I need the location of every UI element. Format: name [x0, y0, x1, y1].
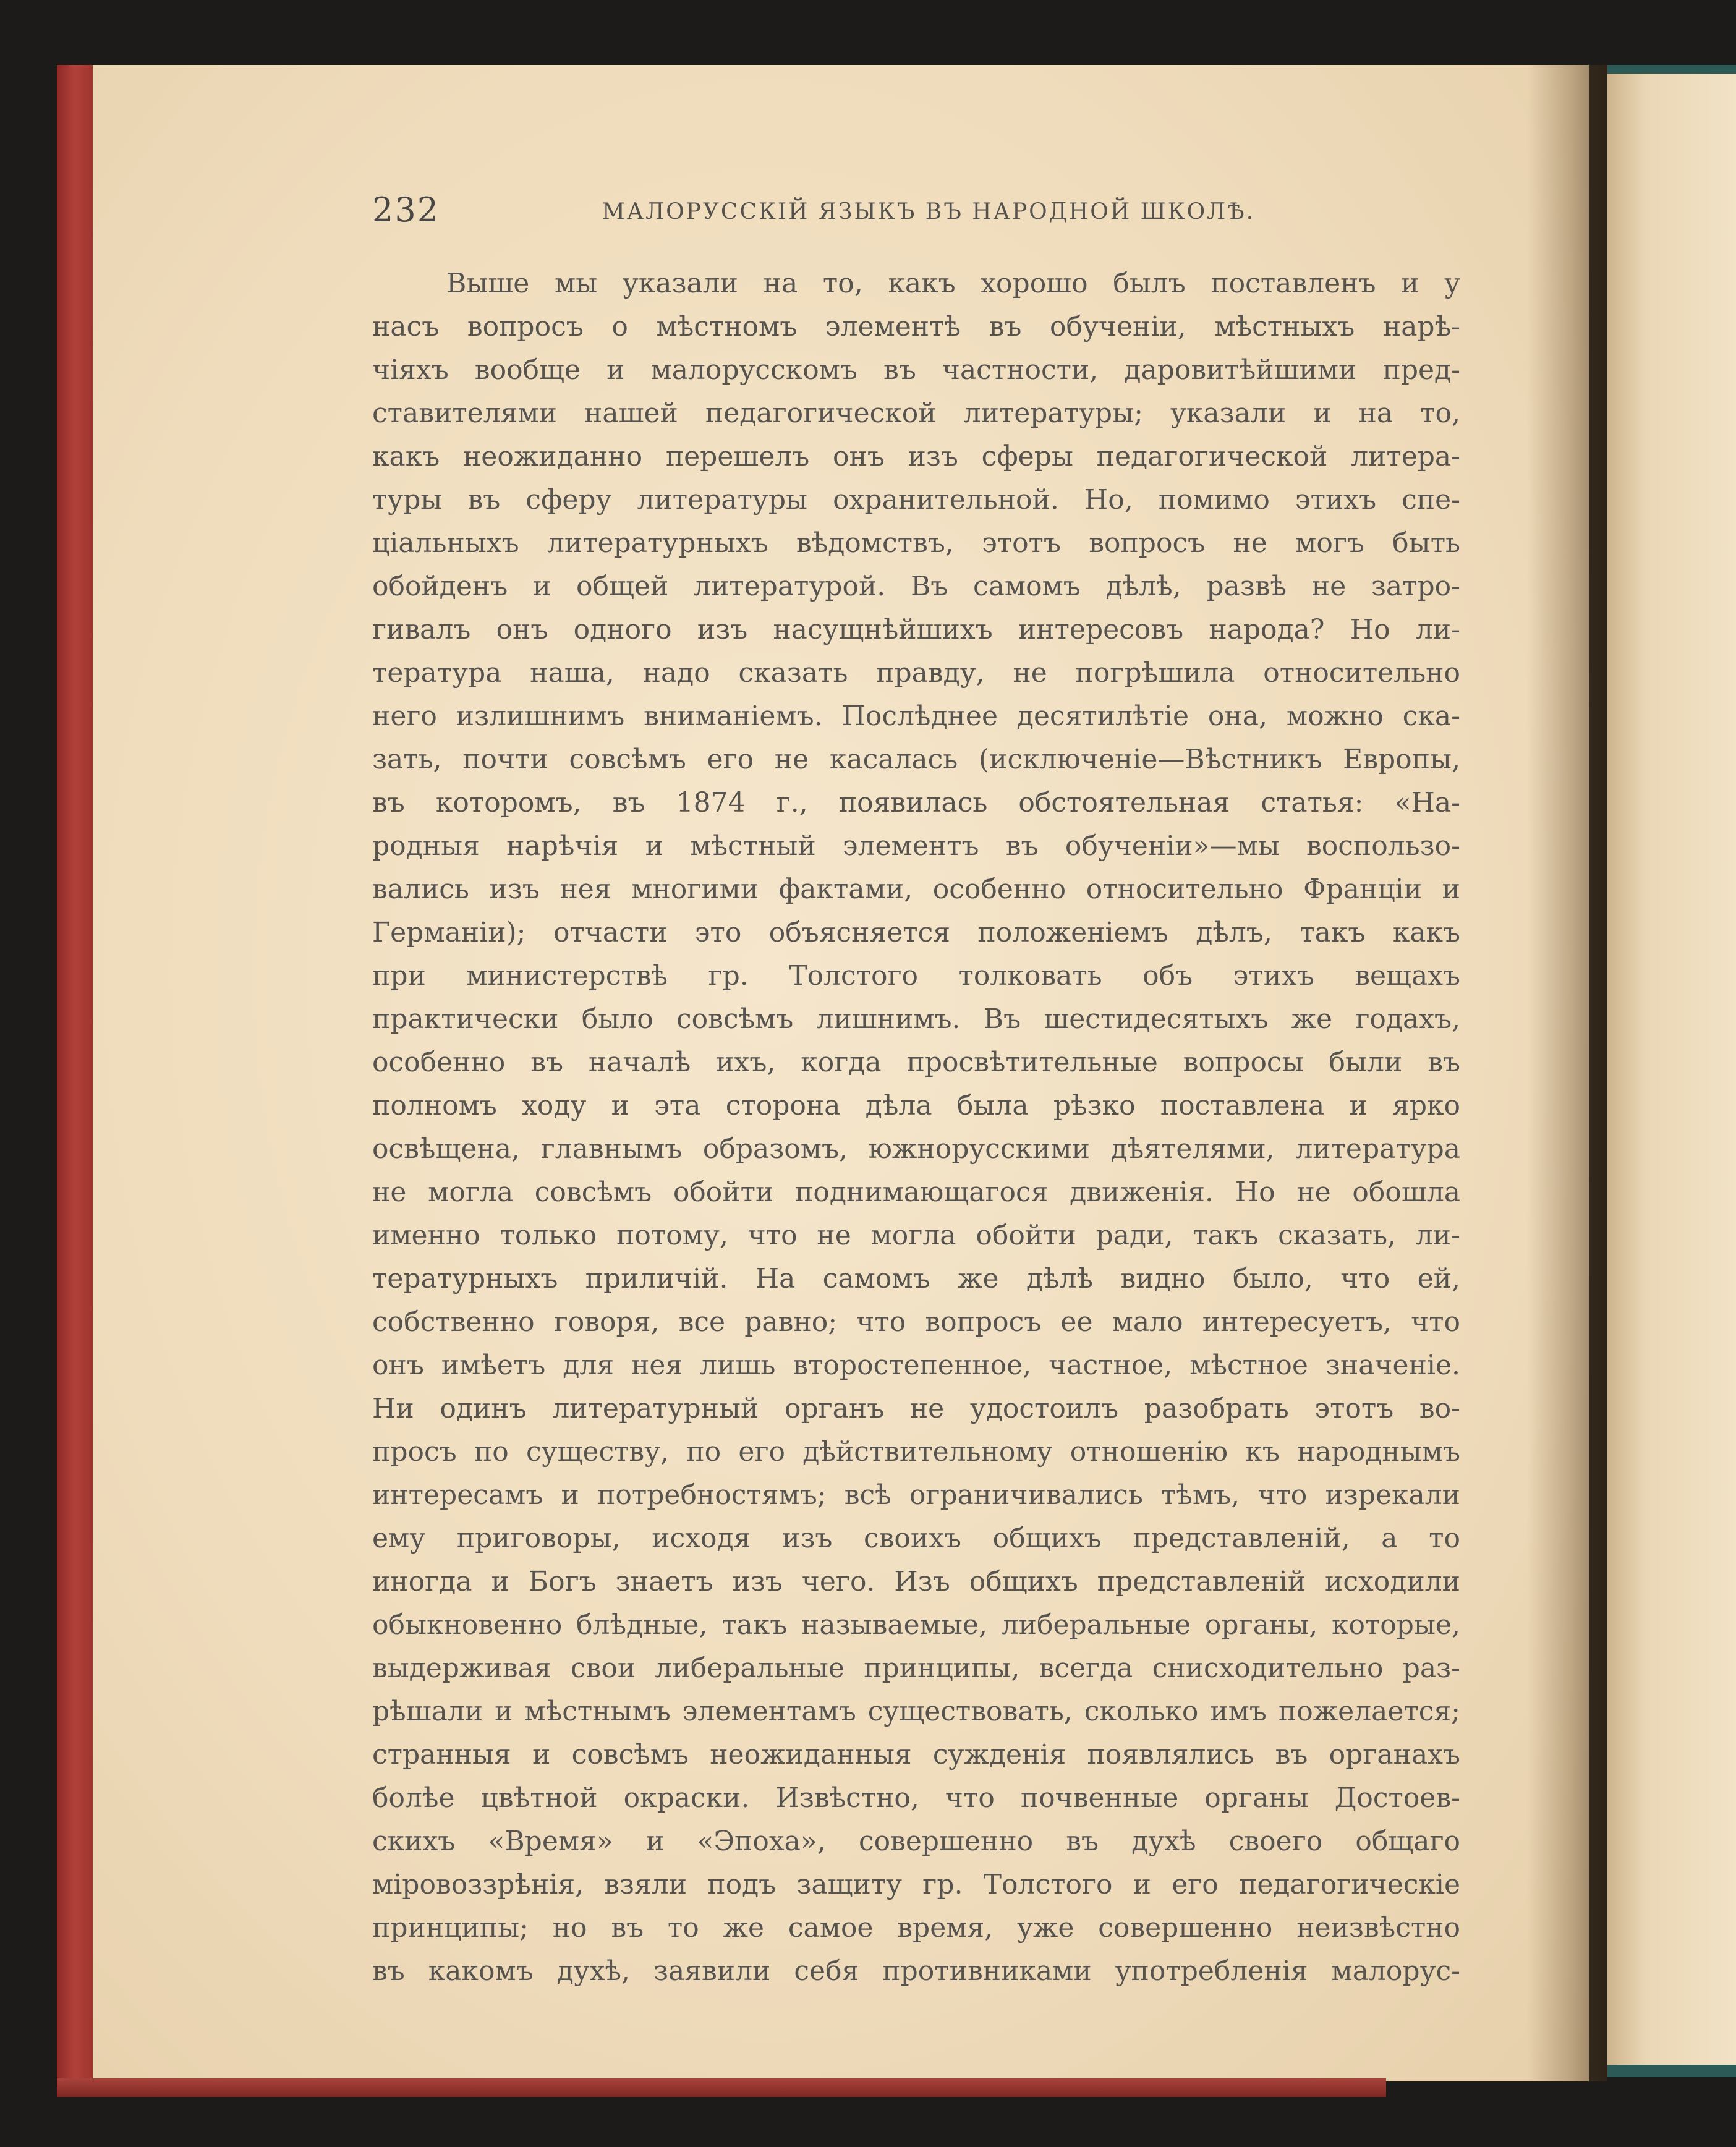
- text-line: обойденъ и общей литературой. Въ самомъ дѣлѣ, развѣ не затро-: [372, 571, 1460, 602]
- text-line: тературныхъ приличій. На самомъ же дѣлѣ видно было, что ей,: [372, 1263, 1460, 1295]
- text-line: обыкновенно блѣдные, такъ называемые, либеральные органы, которые,: [372, 1609, 1460, 1641]
- text-line: въ которомъ, въ 1874 г., появилась обстоятельная статья: «На-: [372, 787, 1460, 818]
- text-line: міровоззрѣнія, взяли подъ защиту гр. Толстого и его педагогическіе: [372, 1869, 1460, 1900]
- text-line: Германіи); отчасти это объясняется положеніемъ дѣлъ, такъ какъ: [372, 917, 1460, 948]
- page-gutter-shadow: [1527, 65, 1607, 2081]
- text-line: при министерствѣ гр. Толстого толковать объ этихъ вещахъ: [372, 960, 1460, 992]
- body-text: [372, 262, 1460, 1993]
- book-cover-bottom-edge: [57, 2078, 1386, 2097]
- text-line: выдерживая свои либеральные принципы, всегда снисходительно раз-: [372, 1652, 1460, 1684]
- text-line: скихъ «Время» и «Эпоха», совершенно въ духѣ своего общаго: [372, 1826, 1460, 1857]
- text-line: ему приговоры, исходя изъ своихъ общихъ представленій, а то: [372, 1523, 1460, 1554]
- book-cover-edge: [57, 65, 96, 2096]
- text-line: Ни одинъ литературный органъ не удостоилъ разобрать этотъ во-: [372, 1393, 1460, 1424]
- text-line: именно только потому, что не могла обойти ради, такъ сказать, ли-: [372, 1220, 1460, 1251]
- text-line: гивалъ онъ одного изъ насущнѣйшихъ интересовъ народа? Но ли-: [372, 614, 1460, 645]
- text-line: чіяхъ вообще и малорусскомъ въ частности, даровитѣйшими пред-: [372, 354, 1460, 386]
- text-line: вались изъ нея многими фактами, особенно относительно Франціи и: [372, 874, 1460, 905]
- running-head: [372, 190, 1460, 227]
- text-line: практически было совсѣмъ лишнимъ. Въ шестидесятыхъ же годахъ,: [372, 1003, 1460, 1035]
- text-line: принципы; но въ то же самое время, уже совершенно неизвѣстно: [372, 1912, 1460, 1944]
- text-line: ціальныхъ литературныхъ вѣдомствъ, этотъ вопросъ не могъ быть: [372, 527, 1460, 559]
- text-line: болѣе цвѣтной окраски. Извѣстно, что почвенные органы Достоев-: [372, 1782, 1460, 1814]
- text-line: особенно въ началѣ ихъ, когда просвѣтительные вопросы были въ: [372, 1047, 1460, 1078]
- text-line: Выше мы указали на то, какъ хорошо былъ поставленъ и у: [446, 268, 1460, 299]
- text-line: не могла совсѣмъ обойти поднимающагося движенія. Но не обошла: [372, 1176, 1460, 1208]
- text-line: полномъ ходу и эта сторона дѣла была рѣзко поставлена и ярко: [372, 1090, 1460, 1121]
- facing-page-cover-top: [1607, 65, 1736, 74]
- text-line: иногда и Богъ знаетъ изъ чего. Изъ общихъ представленій исходили: [372, 1566, 1460, 1597]
- text-line: въ какомъ духѣ, заявили себя противниками употребленія малорус-: [372, 1955, 1460, 1987]
- running-title: МАЛОРУССКІЙ ЯЗЫКЪ ВЪ НАРОДНОЙ ШКОЛѢ.: [602, 199, 1256, 224]
- text-line: ставителями нашей педагогической литературы; указали и на то,: [372, 398, 1460, 429]
- text-line: туры въ сферу литературы охранительной. Но, помимо этихъ спе-: [372, 484, 1460, 516]
- text-line: странныя и совсѣмъ неожиданныя сужденія появлялись въ органахъ: [372, 1739, 1460, 1771]
- text-line: зать, почти совсѣмъ его не касалась (исключеніе—Вѣстникъ Европы,: [372, 744, 1460, 775]
- facing-page-edge: [1607, 73, 1736, 2076]
- text-line: тература наша, надо сказать правду, не погрѣшила относительно: [372, 657, 1460, 689]
- text-line: освѣщена, главнымъ образомъ, южнорусскими дѣятелями, литература: [372, 1133, 1460, 1165]
- facing-page-cover-bottom: [1607, 2065, 1736, 2077]
- text-line: интересамъ и потребностямъ; всѣ ограничивались тѣмъ, что изрекали: [372, 1479, 1460, 1511]
- text-line: насъ вопросъ о мѣстномъ элементѣ въ обученіи, мѣстныхъ нарѣ-: [372, 311, 1460, 342]
- text-line: собственно говоря, все равно; что вопросъ ее мало интересуетъ, что: [372, 1306, 1460, 1338]
- text-line: него излишнимъ вниманіемъ. Послѣднее десятилѣтіе она, можно ска-: [372, 700, 1460, 732]
- text-line: онъ имѣетъ для нея лишь второстепенное, частное, мѣстное значеніе.: [372, 1350, 1460, 1381]
- page-number: 232: [372, 190, 440, 229]
- text-line: просъ по существу, по его дѣйствительному отношенію къ народнымъ: [372, 1436, 1460, 1468]
- text-line: родныя нарѣчія и мѣстный элементъ въ обученіи»—мы воспользо-: [372, 830, 1460, 862]
- text-line: какъ неожиданно перешелъ онъ изъ сферы педагогической литера-: [372, 441, 1460, 472]
- text-line: рѣшали и мѣстнымъ элементамъ существовать, сколько имъ пожелается;: [372, 1696, 1460, 1727]
